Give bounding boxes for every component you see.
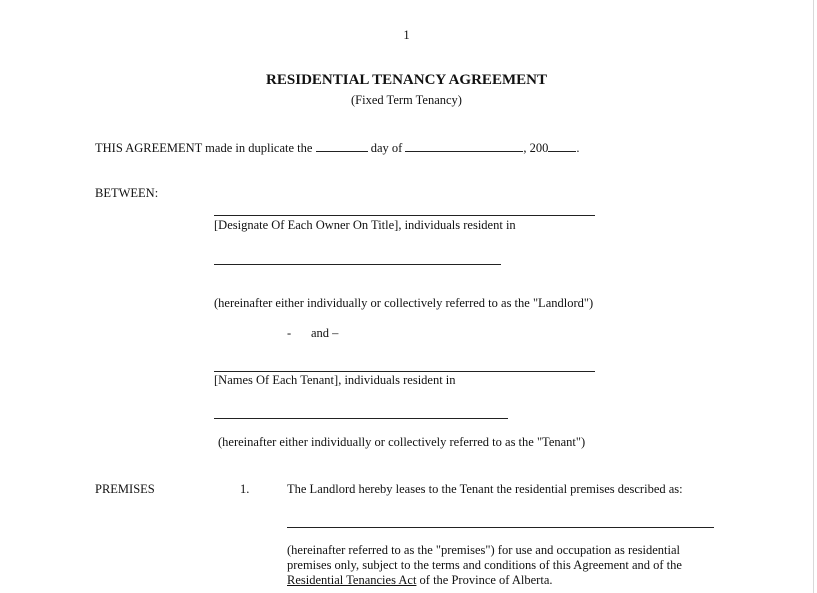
agreement-intro [95,140,580,156]
page-number: 1 [403,28,410,42]
premises-label: PREMISES [95,482,155,496]
document-subtitle: (Fixed Term Tenancy) [351,93,462,107]
year-blank [548,140,576,152]
premises-clause-text: The Landlord hereby leases to the Tenant the residential premises described as: [287,482,683,496]
month-blank [405,140,523,152]
premises-description-line [287,527,714,528]
document-title: RESIDENTIAL TENANCY AGREEMENT [266,72,547,88]
between-label: BETWEEN: [95,186,159,200]
tenant-residence-line [214,418,508,419]
day-blank [316,140,368,152]
premises-paragraph-line-1: (hereinafter referred to as the "premises") for use and occupation as residential [287,543,681,557]
landlord-referred-text: (hereinafter either individually or collectively referred to as the "Landlord") [214,296,594,310]
act-suffix: of the Province of Alberta. [416,573,553,587]
tenant-name-line [214,371,595,372]
and-separator-dash: - [287,326,292,340]
intro-text-year: , 200 [523,141,549,155]
premises-paragraph-line-3 [287,573,553,588]
landlord-residence-line [214,264,501,265]
page-edge [813,0,814,593]
tenant-referred-text: (hereinafter either individually or collectively referred to as the "Tenant") [218,435,586,449]
landlord-name-line [214,215,595,216]
act-name: Residential Tenancies Act [287,573,417,587]
landlord-designate-text: [Designate Of Each Owner On Title], individuals resident in [214,218,516,232]
intro-text-day-of: day of [370,141,403,155]
intro-text-made: THIS AGREEMENT made in duplicate the [95,141,313,155]
premises-paragraph-line-2: premises only, subject to the terms and conditions of this Agreement and of the [287,558,682,572]
and-separator: and – [311,326,339,340]
tenant-names-text: [Names Of Each Tenant], individuals resident in [214,373,456,387]
intro-text-period: . [576,141,580,155]
clause-number: 1. [240,482,250,496]
